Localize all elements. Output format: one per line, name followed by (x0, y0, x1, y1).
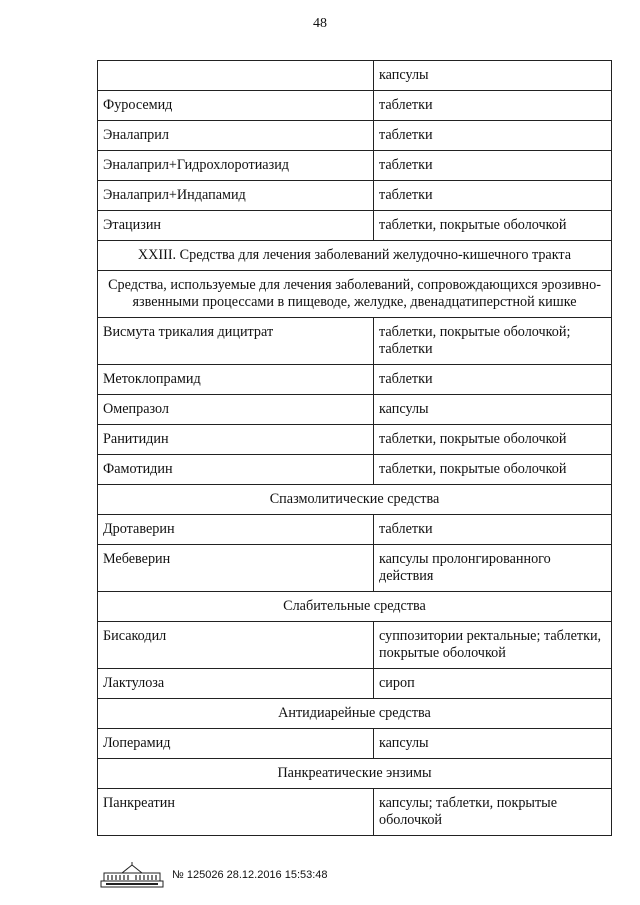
drug-name-cell: Бисакодил (98, 622, 374, 669)
table-row (98, 669, 612, 699)
drug-name-cell: Омепразол (98, 395, 374, 425)
table-row (98, 91, 612, 121)
dosage-form-cell: капсулы (374, 729, 612, 759)
drug-name-cell: Эналаприл+Индапамид (98, 181, 374, 211)
dosage-form-cell: сироп (374, 669, 612, 699)
drug-name-cell: Фуросемид (98, 91, 374, 121)
table-row (98, 545, 612, 592)
drug-name-cell: Висмута трикалия дицитрат (98, 318, 374, 365)
drug-name-cell: Эналаприл (98, 121, 374, 151)
footer (100, 862, 328, 888)
subsection-title: Спазмолитические средства (98, 485, 612, 515)
table-row (98, 425, 612, 455)
drug-name-cell: Фамотидин (98, 455, 374, 485)
subsection-header-row (98, 699, 612, 729)
drug-name-cell: Панкреатин (98, 789, 374, 836)
document-stamp: № 125026 28.12.2016 15:53:48 (172, 869, 328, 881)
drug-name-cell: Этацизин (98, 211, 374, 241)
table-row (98, 211, 612, 241)
medication-table (97, 60, 612, 836)
subsection-header-row (98, 759, 612, 789)
table-row (98, 789, 612, 836)
dosage-form-cell: капсулы (374, 395, 612, 425)
dosage-form-cell: таблетки, покрытые оболочкой (374, 425, 612, 455)
subsection-header-row (98, 271, 612, 318)
drug-name-cell: Лоперамид (98, 729, 374, 759)
table-row (98, 121, 612, 151)
drug-name-cell: Ранитидин (98, 425, 374, 455)
dosage-form-cell: таблетки (374, 91, 612, 121)
subsection-title: Слабительные средства (98, 592, 612, 622)
drug-name-cell: Лактулоза (98, 669, 374, 699)
dosage-form-cell: капсулы пролонгированного действия (374, 545, 612, 592)
drug-name-cell (98, 61, 374, 91)
table-row (98, 455, 612, 485)
drug-name-cell: Эналаприл+Гидрохлоротиазид (98, 151, 374, 181)
page-number: 48 (313, 16, 327, 31)
dosage-form-cell: капсулы (374, 61, 612, 91)
dosage-form-cell: таблетки, покрытые оболочкой (374, 211, 612, 241)
dosage-form-cell: таблетки (374, 365, 612, 395)
subsection-title: Панкреатические энзимы (98, 759, 612, 789)
table-row (98, 729, 612, 759)
dosage-form-cell: таблетки (374, 121, 612, 151)
table-row (98, 365, 612, 395)
section-title: XXIII. Средства для лечения заболеваний желудочно-кишечного тракта (98, 241, 612, 271)
dosage-form-cell: таблетки (374, 181, 612, 211)
table-row (98, 395, 612, 425)
drug-name-cell: Мебеверин (98, 545, 374, 592)
dosage-form-cell: таблетки, покрытые оболочкой (374, 455, 612, 485)
dosage-form-cell: таблетки, покрытые оболочкой; таблетки (374, 318, 612, 365)
subsection-title: Средства, используемые для лечения заболеваний, сопровождающихся эрозивно-язвенными процессами в пищеводе, желудке, двенадцатиперстной кишке (98, 271, 612, 318)
drug-name-cell: Дротаверин (98, 515, 374, 545)
table-row (98, 515, 612, 545)
subsection-header-row (98, 592, 612, 622)
government-building-icon (100, 862, 164, 888)
dosage-form-cell: суппозитории ректальные; таблетки, покрытые оболочкой (374, 622, 612, 669)
table-row (98, 181, 612, 211)
table-row (98, 622, 612, 669)
table-row (98, 151, 612, 181)
dosage-form-cell: таблетки (374, 515, 612, 545)
subsection-title: Антидиарейные средства (98, 699, 612, 729)
table-row (98, 61, 612, 91)
medication-table-body (98, 61, 612, 836)
dosage-form-cell: таблетки (374, 151, 612, 181)
drug-name-cell: Метоклопрамид (98, 365, 374, 395)
table-row (98, 318, 612, 365)
subsection-header-row (98, 485, 612, 515)
section-header-row (98, 241, 612, 271)
dosage-form-cell: капсулы; таблетки, покрытые оболочкой (374, 789, 612, 836)
